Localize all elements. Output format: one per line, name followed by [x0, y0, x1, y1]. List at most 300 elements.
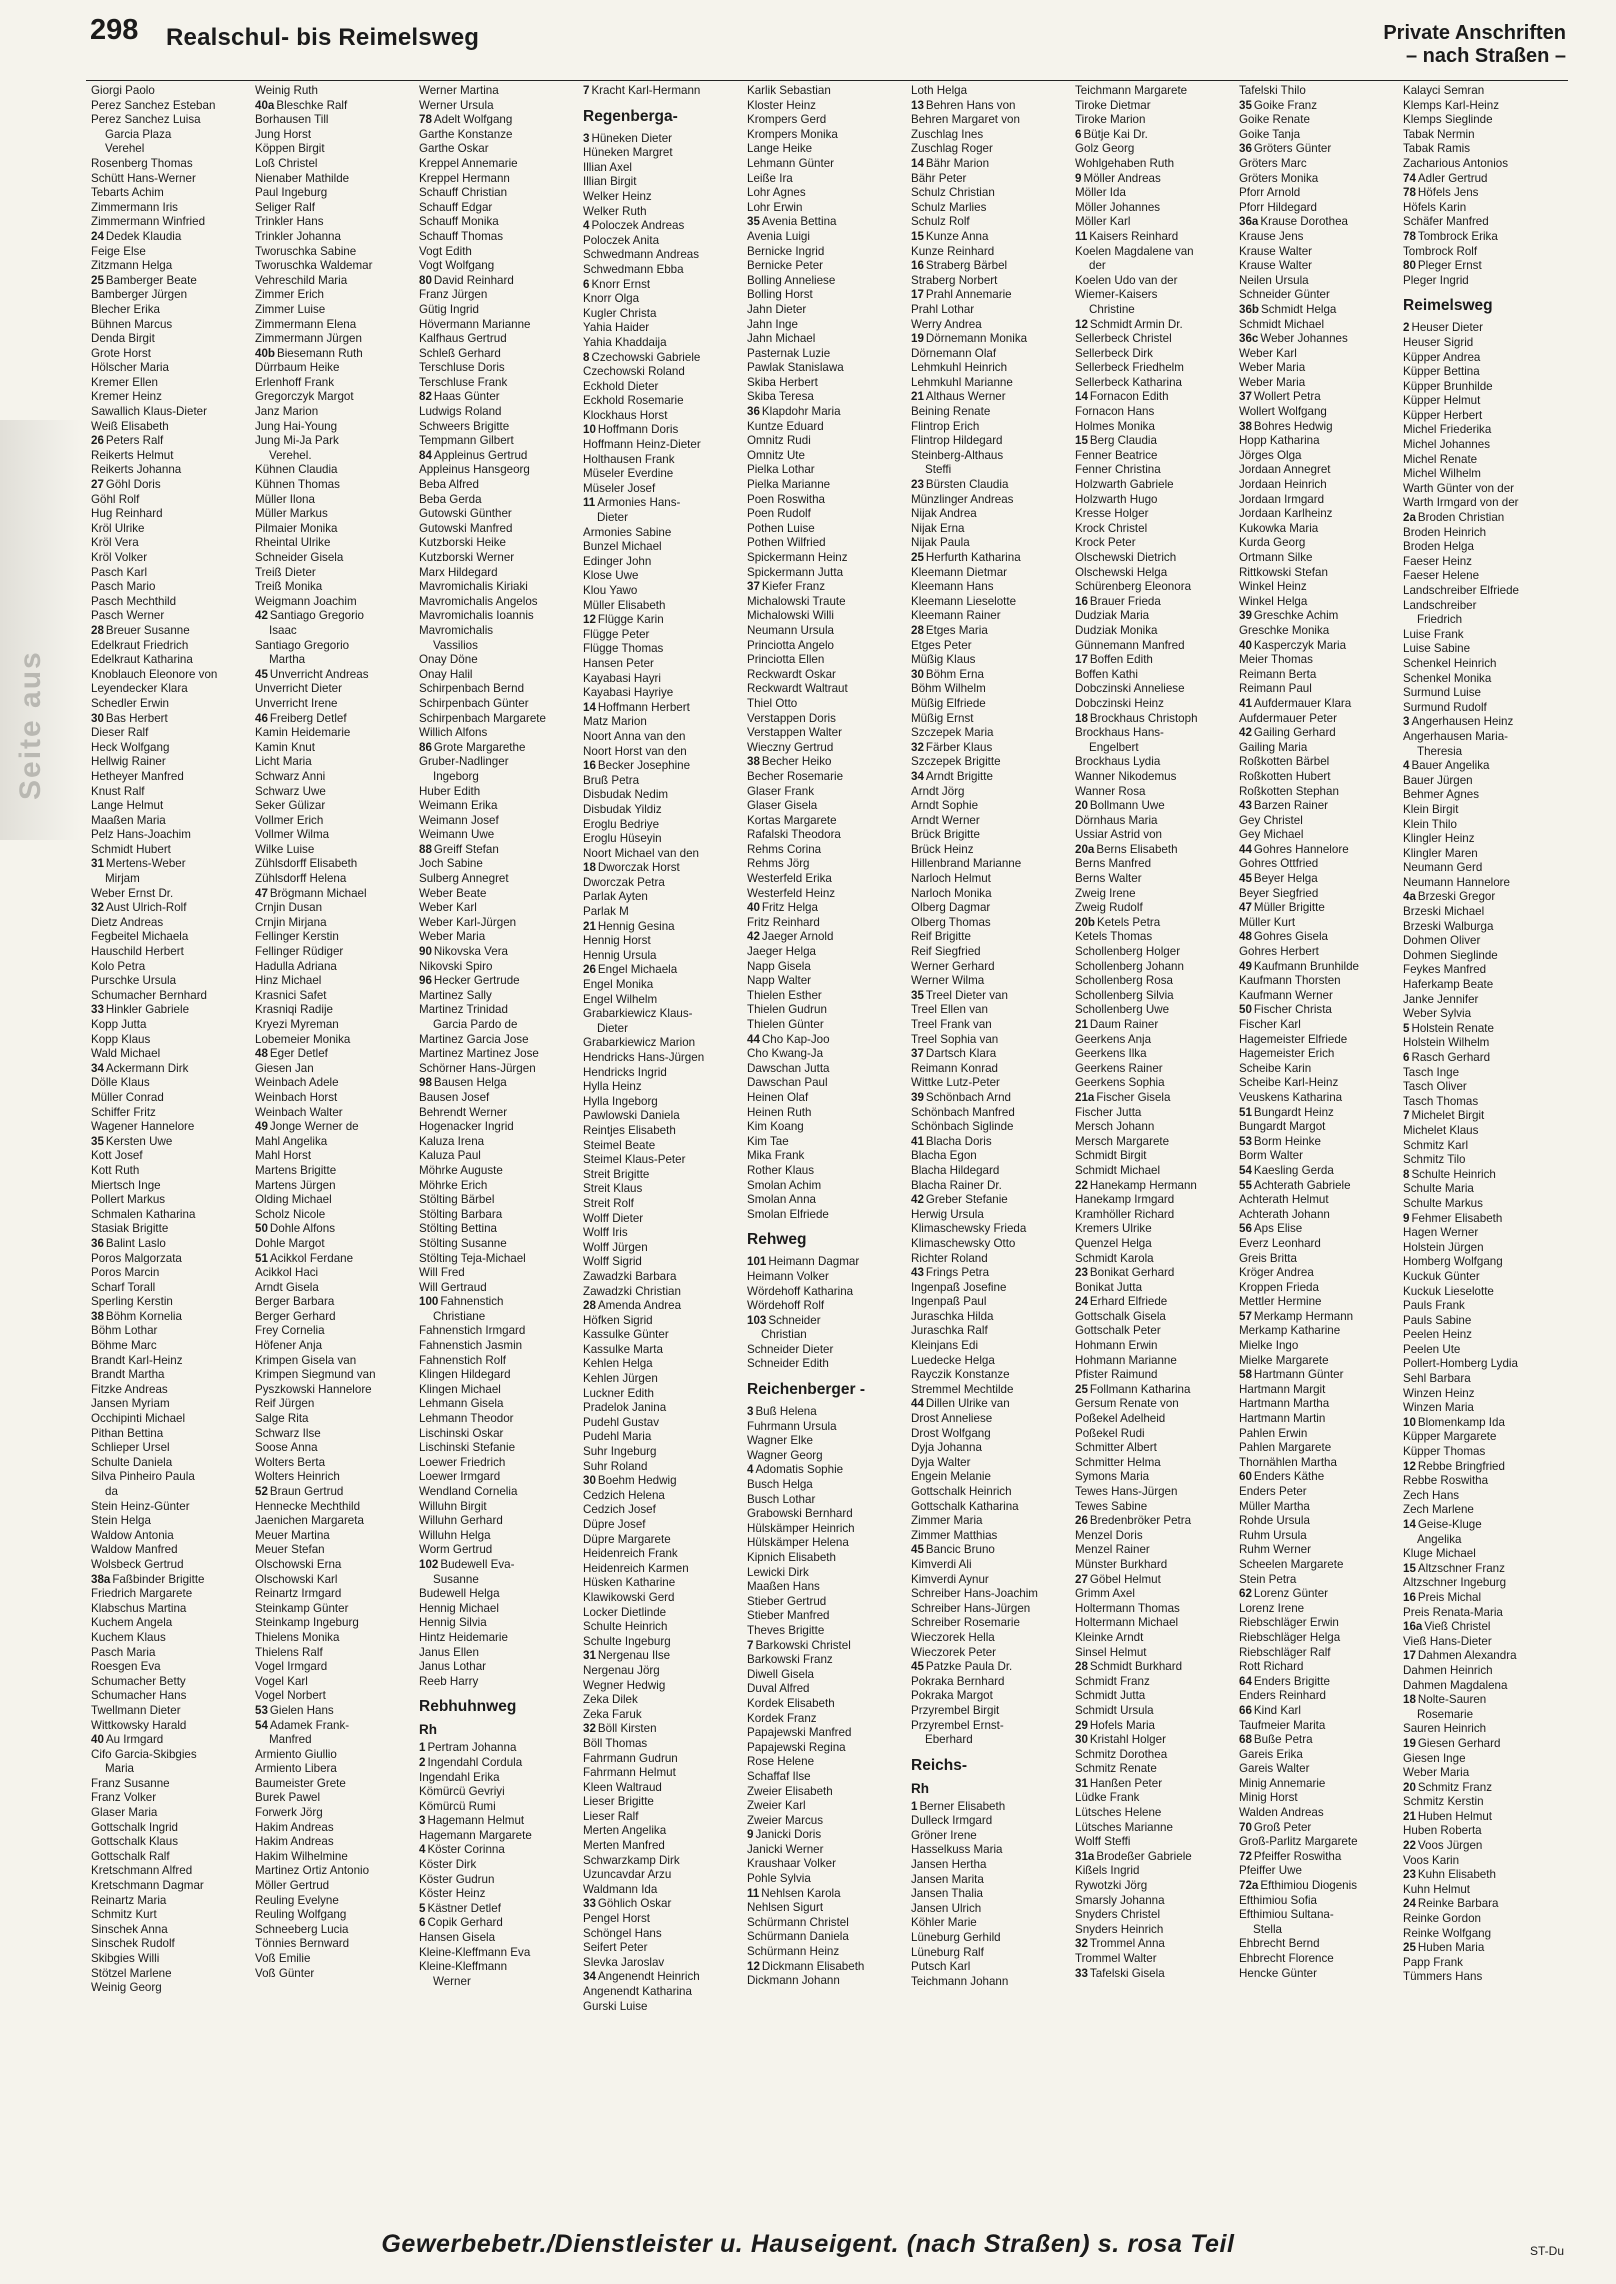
directory-entry [747, 682, 906, 697]
directory-entry [1075, 390, 1234, 405]
directory-entry-continuation [583, 1022, 742, 1037]
house-number: 40 [747, 901, 760, 915]
directory-entry [91, 1777, 250, 1792]
directory-entry [419, 1412, 578, 1427]
directory-entry [255, 493, 414, 508]
directory-entry [1075, 1543, 1234, 1558]
directory-entry [91, 1543, 250, 1558]
directory-entry [747, 1522, 906, 1537]
resident-name: Michel Friederika [1403, 423, 1492, 437]
resident-name: Mahl Horst [255, 1149, 312, 1163]
resident-name: Dohmen Oliver [1403, 934, 1481, 948]
resident-name: Ehbrecht Bernd [1239, 1937, 1320, 1951]
resident-name: Twellmann Dieter [91, 1703, 181, 1717]
resident-name: Kröl Vera [91, 536, 139, 550]
resident-name: Appleinus Hansgeorg [419, 463, 530, 477]
resident-name: Sellerbeck Friedhelm [1075, 361, 1184, 375]
house-number: 36 [1239, 142, 1252, 156]
directory-entry [91, 1062, 250, 1077]
directory-entry [91, 1675, 250, 1690]
resident-name: Jung Hai-Young [255, 419, 338, 433]
house-number: 57 [1239, 1309, 1252, 1323]
resident-name: Merten Manfred [583, 1839, 665, 1853]
resident-name: Eckhold Rosemarie [583, 394, 684, 408]
directory-entry [1403, 1810, 1562, 1825]
resident-name: Luckner Edith [583, 1386, 654, 1400]
house-number: 37 [1239, 390, 1252, 404]
directory-entry [911, 1543, 1070, 1558]
directory-entry [1239, 726, 1398, 741]
resident-name: Zimmermann Iris [91, 200, 178, 214]
directory-entry [1403, 1343, 1562, 1358]
directory-entry [1075, 1748, 1234, 1763]
directory-entry [1239, 1018, 1398, 1033]
directory-entry [911, 1091, 1070, 1106]
directory-entry [747, 215, 906, 230]
directory-entry [747, 376, 906, 391]
directory-entry [419, 682, 578, 697]
directory-entry [1075, 945, 1234, 960]
resident-name: Warth Günter von der [1403, 481, 1515, 495]
directory-entry [1239, 1748, 1398, 1763]
directory-entry [1403, 1781, 1562, 1796]
directory-entry [255, 1748, 414, 1763]
resident-name: Salge Rita [255, 1412, 309, 1426]
house-number: 33 [1075, 1966, 1088, 1980]
resident-name: Zawadzki Christian [583, 1284, 681, 1298]
directory-entry [1075, 1573, 1234, 1588]
resident-name: Bonikat Gerhard [1089, 1266, 1175, 1280]
resident-name: Winzen Heinz [1403, 1386, 1475, 1400]
house-number: 45 [911, 1543, 924, 1557]
directory-entry [583, 205, 742, 220]
house-number: 2 [1403, 321, 1410, 335]
directory-entry-continuation [255, 653, 414, 668]
resident-name: Beba Gerda [419, 492, 482, 506]
resident-name: Terschluse Doris [419, 361, 505, 375]
resident-name: Weinbach Walter [255, 1105, 343, 1119]
directory-entry [91, 799, 250, 814]
resident-name: Amenda Andrea [597, 1299, 682, 1313]
directory-entry [911, 1339, 1070, 1354]
house-number: 21 [1403, 1809, 1416, 1823]
house-number: 37 [911, 1047, 924, 1061]
resident-name: Adelt Wolfgang [433, 113, 513, 127]
resident-name: Dudziak Monika [1075, 623, 1158, 637]
directory-entry [1239, 463, 1398, 478]
directory-entry [1239, 930, 1398, 945]
directory-entry [747, 463, 906, 478]
directory-entry [419, 1252, 578, 1267]
resident-name: Steinkamp Günter [255, 1601, 349, 1615]
resident-name: Illian Birgit [583, 175, 637, 189]
directory-entry [583, 657, 742, 672]
resident-name: Przyrembel Birgit [911, 1703, 1000, 1717]
resident-name: Schollenberg Uwe [1075, 1003, 1170, 1017]
resident-name: Schulte Heinrich [1411, 1167, 1496, 1181]
resident-name: Bungardt Margot [1239, 1120, 1326, 1134]
directory-entry [1403, 394, 1562, 409]
directory-entry [747, 901, 906, 916]
directory-entry [1403, 1562, 1562, 1577]
directory-entry [1075, 376, 1234, 391]
resident-name: Goike Renate [1239, 113, 1310, 127]
directory-entry [911, 741, 1070, 756]
directory-entry [583, 1270, 742, 1285]
resident-name: Boehm Hedwig [597, 1474, 677, 1488]
resident-name: Köster Gudrun [419, 1872, 495, 1886]
directory-entry [911, 1858, 1070, 1873]
resident-name: Arndt Brigitte [925, 769, 993, 783]
directory-entry [1075, 960, 1234, 975]
resident-name: Borm Walter [1239, 1149, 1303, 1163]
directory-entry [255, 741, 414, 756]
directory-entry [419, 332, 578, 347]
directory-entry [255, 1383, 414, 1398]
directory-entry [255, 1106, 414, 1121]
house-number: 3 [1403, 715, 1410, 729]
street-heading: Regenberga- [583, 107, 678, 125]
resident-name: Schulte Maria [1403, 1182, 1474, 1196]
directory-entry [1403, 380, 1562, 395]
resident-name: Zawadzki Barbara [583, 1269, 677, 1283]
resident-name: Jahn Inge [747, 317, 798, 331]
directory-entry [91, 1149, 250, 1164]
directory-entry [1075, 1018, 1234, 1033]
resident-name: Wieczorek Peter [911, 1645, 997, 1659]
directory-entry [1239, 390, 1398, 405]
resident-name: Bütje Kai Dr. [1083, 127, 1148, 141]
directory-entry [1075, 1193, 1234, 1208]
resident-name: Reimann Paul [1239, 682, 1312, 696]
directory-entry [583, 1182, 742, 1197]
resident-name: Schmitz Tilo [1403, 1153, 1466, 1167]
house-number: 35 [1239, 98, 1252, 112]
directory-entry [747, 653, 906, 668]
resident-name: Flügge Thomas [583, 642, 664, 656]
directory-entry [911, 974, 1070, 989]
directory-entry [91, 1646, 250, 1661]
resident-name: Feige Else [91, 244, 146, 258]
directory-entry [1239, 1193, 1398, 1208]
resident-name: Princiotta Ellen [747, 653, 825, 667]
resident-name: Schmidt Ursula [1075, 1703, 1154, 1717]
directory-entry [1239, 1602, 1398, 1617]
resident-name: Schumacher Hans [91, 1689, 187, 1703]
directory-entry [583, 1679, 742, 1694]
resident-name: Engein Melanie [911, 1470, 991, 1484]
resident-name: Meuer Stefan [255, 1543, 325, 1557]
resident-name: Schauff Christian [419, 186, 508, 200]
resident-name: Perez Sanchez Esteban [91, 98, 216, 112]
resident-name: Steffi [925, 463, 952, 477]
directory-entry [1403, 715, 1562, 730]
directory-entry [1075, 478, 1234, 493]
resident-name: Knorr Olga [583, 292, 640, 306]
directory-entry [911, 332, 1070, 347]
resident-name: Enders Brigitte [1253, 1674, 1330, 1688]
directory-entry [1403, 1489, 1562, 1504]
directory-entry [747, 201, 906, 216]
directory-entry [911, 668, 1070, 683]
resident-name: Rafalski Theodora [747, 828, 841, 842]
resident-name: Martinez Sally [419, 988, 492, 1002]
directory-entry [91, 945, 250, 960]
directory-entry [419, 1427, 578, 1442]
resident-name: Silva Pinheiro Paula [91, 1470, 195, 1484]
resident-name: Arndt Gisela [255, 1280, 319, 1294]
resident-name: Matz Marion [583, 715, 647, 729]
directory-entry [91, 682, 250, 697]
directory-entry [419, 697, 578, 712]
resident-name: Voß Günter [255, 1966, 315, 1980]
house-number: 49 [255, 1120, 268, 1134]
resident-name: Unverricht Andreas [269, 667, 369, 681]
directory-entry [1075, 1106, 1234, 1121]
resident-name: Achterath Gabriele [1253, 1178, 1351, 1192]
directory-entry [1403, 584, 1562, 599]
house-number: 52 [255, 1485, 268, 1498]
resident-name: Reintjes Elisabeth [583, 1123, 676, 1137]
directory-entry [911, 828, 1070, 843]
resident-name: Klockhaus Horst [583, 408, 668, 422]
directory-entry [583, 409, 742, 424]
directory-entry [255, 1033, 414, 1048]
directory-entry [1403, 1401, 1562, 1416]
resident-name: Dyja Walter [911, 1455, 971, 1469]
resident-name: Adomatis Sophie [755, 1463, 844, 1477]
resident-name: Thornählen Martha [1239, 1455, 1337, 1469]
directory-entry [1403, 113, 1562, 128]
directory-entry [747, 930, 906, 945]
resident-name: Worm Gertrud [419, 1543, 493, 1557]
resident-name: Arndt Werner [911, 813, 980, 827]
directory-entry [583, 1387, 742, 1402]
directory-entry [255, 930, 414, 945]
directory-entry [419, 1456, 578, 1471]
resident-name: Achterath Johann [1239, 1207, 1330, 1221]
resident-name: Fritz Reinhard [747, 915, 820, 929]
resident-name: Hövermann Marianne [419, 317, 531, 331]
directory-entry [1239, 1368, 1398, 1383]
directory-entry [255, 1646, 414, 1661]
directory-entry [91, 551, 250, 566]
directory-entry [1239, 770, 1398, 785]
resident-name: Thielen Günter [747, 1018, 824, 1031]
directory-entry [255, 1397, 414, 1412]
resident-name: Kuckuk Günter [1403, 1269, 1480, 1283]
resident-name: Klimaschewsky Frieda [911, 1222, 1027, 1236]
resident-name: Nolte-Sauren [1417, 1693, 1487, 1707]
directory-entry [1075, 215, 1234, 230]
resident-name: Müßig Klaus [911, 653, 976, 667]
resident-name: Hauschild Herbert [91, 945, 184, 959]
directory-entry [91, 1981, 250, 1996]
house-number: 34 [91, 1061, 104, 1075]
resident-name: Dulleck Irmgard [911, 1814, 993, 1828]
resident-name: Kleine-Kleffmann [419, 1960, 508, 1974]
directory-entry [255, 1062, 414, 1077]
resident-name: Pilmaier Monika [255, 521, 338, 535]
directory-entry [419, 478, 578, 493]
page-title: Realschul- bis Reimelsweg [166, 24, 480, 51]
directory-entry [911, 770, 1070, 785]
directory-entry [419, 1902, 578, 1917]
directory-entry [583, 1139, 742, 1154]
resident-name: Schmitter Helma [1075, 1455, 1161, 1469]
directory-entry [255, 1324, 414, 1339]
directory-entry [1239, 1543, 1398, 1558]
resident-name: Hennig Ursula [583, 948, 657, 962]
directory-entry [583, 599, 742, 614]
house-number: 38 [747, 755, 760, 769]
directory-entry [911, 1237, 1070, 1252]
resident-name: Westerfeld Erika [747, 872, 832, 886]
resident-name: Weber Sylvia [1403, 1007, 1472, 1021]
resident-name: Dedek Klaudia [105, 229, 182, 243]
resident-name: Geerkens Rainer [1075, 1061, 1163, 1075]
house-number: 42 [255, 609, 268, 623]
resident-name: Roesgen Eva [91, 1660, 161, 1674]
house-number: 21 [1075, 1018, 1088, 1031]
directory-entry [255, 814, 414, 829]
resident-name: Knoblauch Eleonore von [91, 667, 218, 681]
resident-name: Michelet Klaus [1403, 1123, 1479, 1137]
resident-name: Kremer Ellen [91, 375, 159, 389]
directory-entry [91, 536, 250, 551]
resident-name: Wieczny Gertrud [747, 740, 834, 754]
directory-entry [1403, 1255, 1562, 1270]
resident-name: Zweier Karl [747, 1799, 806, 1813]
directory-entry [1075, 1091, 1234, 1106]
resident-name: Armonies Hans- [597, 496, 681, 510]
resident-name: Gottschalk Heinrich [911, 1485, 1012, 1498]
directory-entry [419, 1529, 578, 1544]
directory-entry [747, 347, 906, 362]
resident-name: Schneeberg Lucia [255, 1922, 349, 1936]
directory-entry [255, 843, 414, 858]
house-number: 19 [1403, 1736, 1416, 1750]
resident-name: Kott Ruth [91, 1163, 140, 1177]
resident-name: Böhme Marc [91, 1339, 157, 1353]
resident-name: Balint Laslo [105, 1236, 166, 1250]
directory-entry [255, 1967, 414, 1982]
resident-name: Giorgi Paolo [91, 84, 155, 97]
resident-name: Freiberg Detlef [269, 711, 347, 725]
directory-entry [911, 1266, 1070, 1281]
resident-name: Hillenbrand Marianne [911, 857, 1022, 871]
resident-name: Rebbe Bringfried [1417, 1459, 1505, 1473]
directory-entry [747, 1270, 906, 1285]
resident-name: Giesen Jan [255, 1061, 314, 1075]
directory-entry [1403, 1897, 1562, 1912]
directory-entry [1403, 1795, 1562, 1810]
house-number: 86 [419, 740, 432, 754]
resident-name: Fahrmann Gudrun [583, 1751, 678, 1765]
resident-name: Pudehl Gustav [583, 1415, 660, 1429]
house-number: 96 [419, 974, 432, 988]
directory-entry [911, 507, 1070, 522]
resident-name: Locker Dietlinde [583, 1605, 667, 1619]
directory-entry [91, 1412, 250, 1427]
resident-name: Weimann Uwe [419, 828, 495, 842]
resident-name: Kiefer Franz [761, 580, 826, 594]
resident-name: Thielens Monika [255, 1630, 340, 1644]
directory-entry [1075, 142, 1234, 157]
directory-entry [255, 755, 414, 770]
directory-entry [255, 1470, 414, 1485]
directory-entry [1075, 1427, 1234, 1442]
directory-entry [911, 1675, 1070, 1690]
resident-name: Smolan Anna [747, 1193, 816, 1207]
directory-entry [747, 595, 906, 610]
directory-entry [1239, 259, 1398, 274]
directory-entry [911, 1960, 1070, 1975]
directory-entry [1239, 712, 1398, 727]
resident-name: Müßig Elfriede [911, 696, 986, 710]
resident-name: Schlieper Ursel [91, 1441, 170, 1455]
directory-entry [583, 1080, 742, 1095]
directory-entry [747, 142, 906, 157]
resident-name: Au Irmgard [105, 1733, 164, 1747]
house-number: 46 [255, 711, 268, 725]
house-number: 7 [747, 1638, 754, 1652]
resident-name: Vogel Norbert [255, 1689, 326, 1703]
house-number: 58 [1239, 1368, 1252, 1382]
house-number: 2 [419, 1755, 426, 1769]
resident-name: Kremers Ulrike [1075, 1222, 1152, 1236]
house-number: 18 [583, 861, 596, 875]
directory-entry [255, 463, 414, 478]
directory-entry [1403, 1635, 1562, 1650]
resident-name: Armonies Sabine [583, 525, 672, 539]
house-number: 100 [419, 1295, 439, 1309]
directory-entry [1403, 99, 1562, 114]
resident-name: Hüsken Katharine [583, 1576, 676, 1590]
resident-name: Zimmermann Winfried [91, 215, 206, 229]
resident-name: Reinke Gordon [1403, 1912, 1481, 1926]
resident-name: Kim Tae [747, 1134, 789, 1148]
resident-name: Boffen Edith [1089, 653, 1153, 667]
directory-entry [583, 1153, 742, 1168]
directory-entry [583, 818, 742, 833]
resident-name: Brauer Frieda [1089, 594, 1161, 608]
directory-entry [91, 1952, 250, 1967]
street-heading: Reichenberger - [747, 1381, 866, 1399]
resident-name: Huber Edith [419, 784, 481, 798]
directory-entry [583, 161, 742, 176]
directory-entry [1075, 901, 1234, 916]
directory-entry [583, 438, 742, 453]
resident-name: Mavromichalis Kiriaki [419, 580, 528, 594]
directory-entry [583, 1212, 742, 1227]
directory-entry [91, 1208, 250, 1223]
directory-entry [1075, 887, 1234, 902]
resident-name: Neumann Gerd [1403, 861, 1483, 875]
resident-name: Schmitz Renate [1075, 1762, 1157, 1776]
resident-name: Occhipinti Michael [91, 1412, 186, 1426]
directory-entry [911, 1047, 1070, 1062]
directory-entry [1403, 84, 1562, 99]
directory-entry [911, 960, 1070, 975]
directory-entry [255, 1047, 414, 1062]
directory-entry [583, 613, 742, 628]
directory-entry [255, 1295, 414, 1310]
house-number: 28 [1075, 1660, 1088, 1674]
resident-name: Martinez Ortiz Antonio [255, 1864, 370, 1878]
resident-name: Hagemeister Elfriede [1239, 1032, 1348, 1046]
directory-entry [1403, 861, 1562, 876]
